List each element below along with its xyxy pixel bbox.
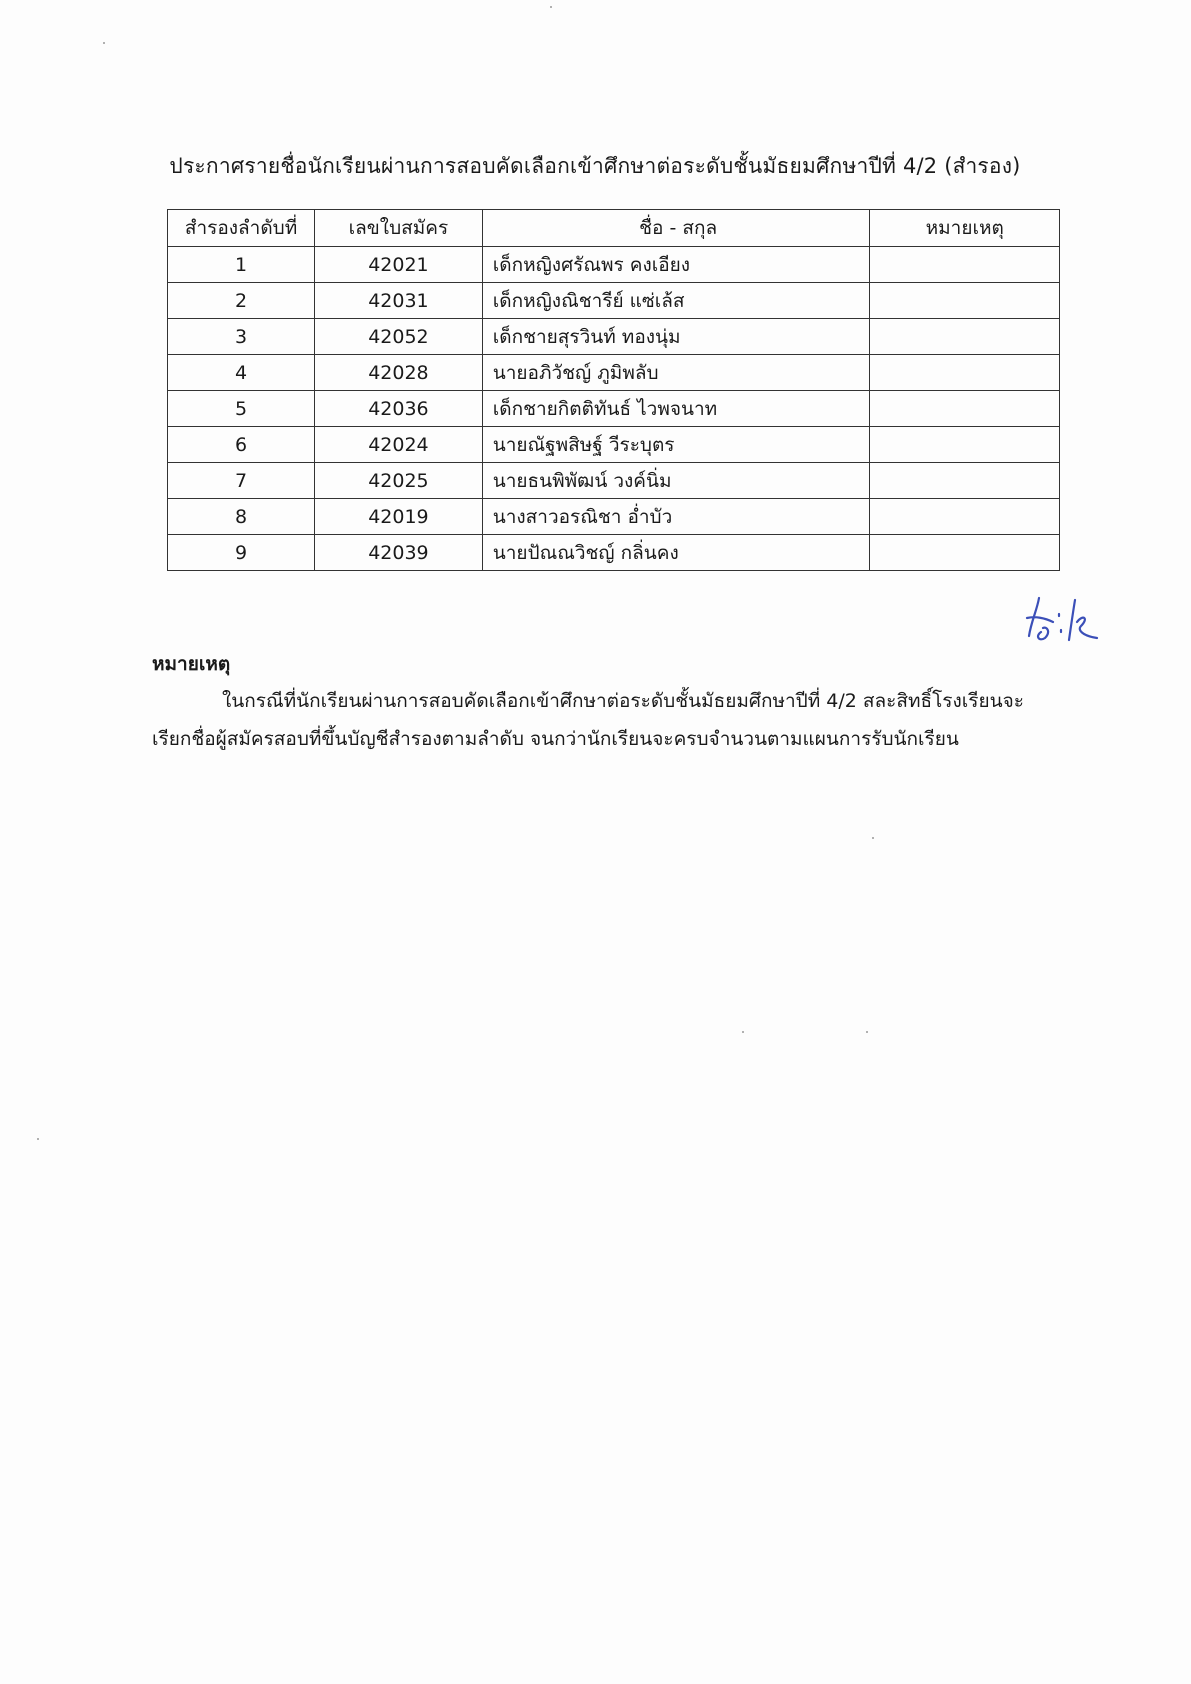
header-full-name: ชื่อ - สกุล: [482, 210, 870, 247]
remarks-paragraph: ในกรณีที่นักเรียนผ่านการสอบคัดเลือกเข้าศึกษาต่อระดับชั้นมัธยมศึกษาปีที่ 4/2 สละสิทธิ์โรงเรียนจะเรียกชื่อผู้สมัครสอบที่ขึ้นบัญชีสำรองตามลำดับ จนกว่านักเรียนจะครบจำนวนตามแผนการรับนักเรียน: [152, 690, 1024, 750]
table-row: [168, 463, 1060, 499]
header-application-number: เลขใบสมัคร: [315, 210, 483, 247]
cell-application-number: 42024: [315, 427, 483, 463]
cell-application-number: 42052: [315, 319, 483, 355]
cell-application-number: 42039: [315, 535, 483, 571]
cell-remarks: [870, 283, 1060, 319]
cell-name: นายธนพิพัฒน์ วงค์นิ่ม: [482, 463, 870, 499]
cell-remarks: [870, 499, 1060, 535]
cell-order: 5: [168, 391, 315, 427]
document-title: ประกาศรายชื่อนักเรียนผ่านการสอบคัดเลือกเข้าศึกษาต่อระดับชั้นมัธยมศึกษาปีที่ 4/2 (สำรอง): [169, 154, 1021, 178]
cell-order: 7: [168, 463, 315, 499]
cell-order: 4: [168, 355, 315, 391]
remarks-heading: หมายเหตุ: [152, 653, 231, 675]
cell-application-number: 42028: [315, 355, 483, 391]
table-header-row: [168, 210, 1060, 247]
header-remarks: หมายเหตุ: [870, 210, 1060, 247]
scan-speck: [103, 42, 105, 44]
cell-remarks: [870, 391, 1060, 427]
table-row: [168, 355, 1060, 391]
cell-order: 8: [168, 499, 315, 535]
signature-stroke: [1027, 598, 1097, 640]
table-row: [168, 427, 1060, 463]
header-reserve-order: สำรองลำดับที่: [168, 210, 315, 247]
cell-remarks: [870, 319, 1060, 355]
cell-name: นายปัณณวิชญ์ กลิ่นคง: [482, 535, 870, 571]
cell-application-number: 42025: [315, 463, 483, 499]
scan-speck: [742, 1031, 744, 1033]
cell-remarks: [870, 463, 1060, 499]
table-row: [168, 391, 1060, 427]
reserve-list-table: [167, 209, 1060, 571]
table-row: [168, 283, 1060, 319]
cell-order: 6: [168, 427, 315, 463]
scan-speck: [866, 1031, 868, 1033]
cell-order: 1: [168, 247, 315, 283]
scan-speck: [872, 837, 874, 839]
table-row: [168, 499, 1060, 535]
cell-order: 9: [168, 535, 315, 571]
cell-remarks: [870, 247, 1060, 283]
cell-application-number: 42031: [315, 283, 483, 319]
cell-application-number: 42036: [315, 391, 483, 427]
cell-name: นายอภิวัชญ์ ภูมิพลับ: [482, 355, 870, 391]
cell-name: เด็กหญิงณิชารีย์ แซ่เล้ส: [482, 283, 870, 319]
table-row: [168, 247, 1060, 283]
cell-order: 3: [168, 319, 315, 355]
cell-name: นายณัฐพสิษฐ์ วีระบุตร: [482, 427, 870, 463]
cell-application-number: 42021: [315, 247, 483, 283]
cell-name: เด็กหญิงศรัณพร คงเอียง: [482, 247, 870, 283]
table-row: [168, 319, 1060, 355]
scan-speck: [37, 1138, 39, 1140]
cell-name: นางสาวอรณิชา อ่ำบัว: [482, 499, 870, 535]
cell-remarks: [870, 355, 1060, 391]
cell-name: เด็กชายสุรวินท์ ทองนุ่ม: [482, 319, 870, 355]
cell-order: 2: [168, 283, 315, 319]
cell-application-number: 42019: [315, 499, 483, 535]
cell-remarks: [870, 535, 1060, 571]
handwritten-signature: [1025, 592, 1105, 650]
table-row: [168, 535, 1060, 571]
cell-name: เด็กชายกิตติทันธ์ ไวพจนาท: [482, 391, 870, 427]
scan-speck: [550, 6, 552, 8]
cell-remarks: [870, 427, 1060, 463]
